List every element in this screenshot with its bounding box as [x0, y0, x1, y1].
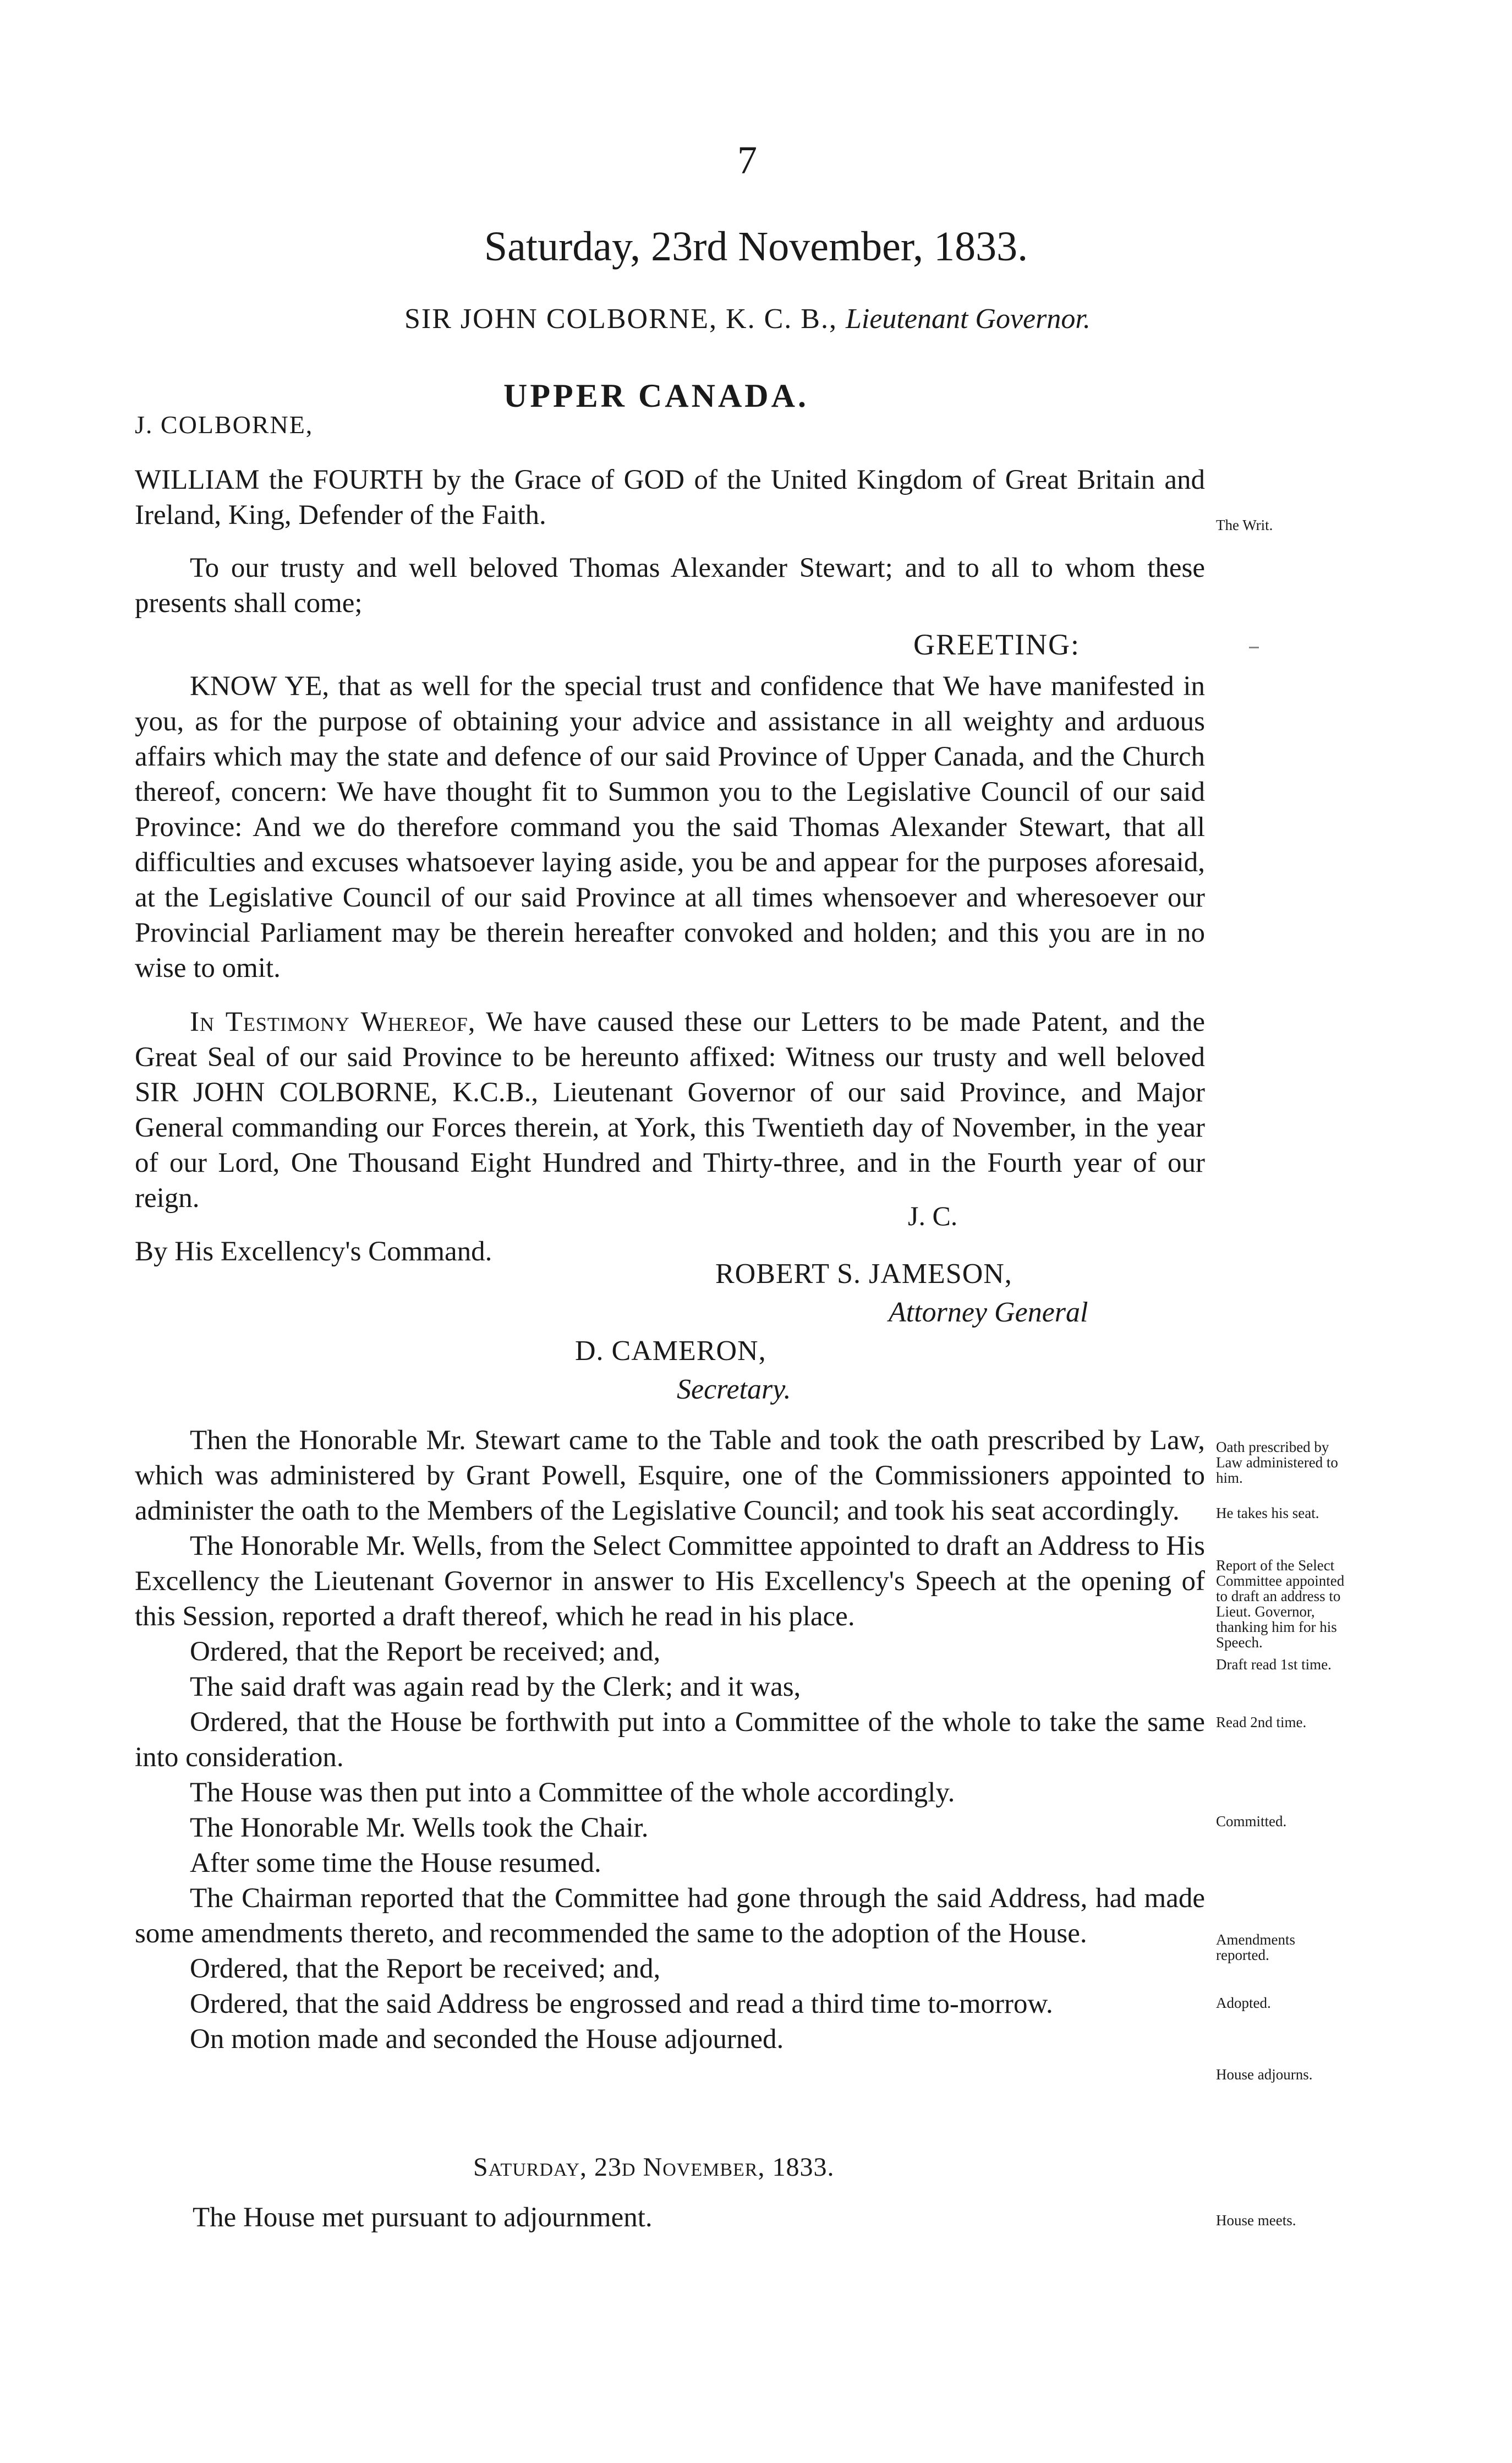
margin-note-report: Report of the Select Committee appointed to draft an address to Lieut. Governor, thanking him for his Speech.	[1216, 1557, 1345, 1651]
by-command: By His Excellency's Command.	[135, 1236, 492, 1267]
proceeding-item: Then the Honorable Mr. Stewart came to the Table and took the oath prescribed by Law, which was administered by Grant Powell, Esquire, one of the Commissioners appointed to administer the oath to the Members of the Legislative Council; and took his seat accordingly.	[135, 1425, 1205, 1526]
house-met-text: The House met pursuant to adjournment.	[193, 2202, 653, 2233]
proceeding-item: The said draft was again read by the Clerk; and it was,	[190, 1672, 801, 1702]
margin-note-adopted: Adopted.	[1216, 1995, 1271, 2011]
proceedings	[135, 1423, 1205, 2057]
margin-note-seat: He takes his seat.	[1216, 1505, 1319, 1521]
proceeding-item: The House was then put into a Committee of the whole accordingly.	[190, 1777, 955, 1808]
page-number: 7	[737, 138, 757, 182]
governor-name: SIR JOHN COLBORNE, K. C. B.,	[404, 303, 846, 335]
writ-text: WILLIAM the FOURTH by the Grace of GOD of the United Kingdom of Great Britain and Ireland, King, Defender of the Faith.	[135, 465, 1205, 531]
proceeding-item: The Honorable Mr. Wells, from the Select Committee appointed to draft an Address to His Excellency the Lieutenant Governor in answer to His Excellency's Speech at the opening of this Session, reported a draft thereof, which he read in his place.	[135, 1531, 1205, 1632]
address-text: To our trusty and well beloved Thomas Alexander Stewart; and to all to whom these presents shall come;	[135, 553, 1205, 619]
know-ye-text: KNOW YE, that as well for the special trust and confidence that We have manifested in you, as for the purpose of obtaining your advice and assistance in all weighty and arduous affairs which may the state and defence of our said Province of Upper Canada, and the Church thereof, concern: We have thought fit to Summon you to the Legislative Council of our said Province: And we do therefore command you the said Thomas Alexander Stewart, that all difficulties and excuses whatsoever laying aside, you be and appear for the purposes aforesaid, at the Legislative Council of our said Province at all times whensoever and wheresoever our Provincial Parliament may be therein hereafter convoked and holden; and this you are in no wise to omit.	[135, 671, 1205, 984]
know-ye-paragraph	[135, 669, 1205, 986]
proceeding-item: The Honorable Mr. Wells took the Chair.	[190, 1812, 649, 1843]
margin-note-draft-first: Draft read 1st time.	[1216, 1656, 1332, 1673]
margin-note-read-second: Read 2nd time.	[1216, 1714, 1307, 1730]
proceeding-item: Ordered, that the Report be received; and,	[190, 1636, 661, 1667]
proceeding-item: Ordered, that the said Address be engrossed and read a third time to-morrow.	[190, 1989, 1053, 2019]
attorney-title: Attorney General	[889, 1297, 1088, 1328]
governor-line	[404, 303, 1091, 335]
margin-note-meets: House meets.	[1216, 2212, 1296, 2229]
initials: J. C.	[908, 1200, 958, 1231]
margin-note-amendments: Amendments reported.	[1216, 1931, 1295, 1963]
margin-note-adjourns: House adjourns.	[1216, 2066, 1313, 2083]
margin-note-writ: The Writ.	[1216, 517, 1273, 533]
testimony-paragraph	[135, 1004, 1205, 1216]
province-heading: UPPER CANADA.	[503, 378, 809, 414]
proceeding-item: Ordered, that the Report be received; and,	[190, 1953, 661, 1984]
testimony-lead: In Testimony Whereof,	[190, 1007, 476, 1037]
proceeding-item: After some time the House resumed.	[190, 1848, 601, 1878]
proceeding-item: Ordered, that the House be forthwith put into a Committee of the whole to take the same into consideration.	[135, 1707, 1205, 1773]
address-paragraph	[135, 550, 1205, 621]
attorney-name: ROBERT S. JAMESON,	[715, 1258, 1012, 1290]
greeting: GREETING:	[913, 628, 1080, 661]
secretary-title: Secretary.	[677, 1374, 791, 1405]
margin-mark	[1249, 647, 1259, 648]
proceeding-item: The Chairman reported that the Committee had gone through the said Address, had made some amendments thereto, and recommended the same to the adoption of the House.	[135, 1883, 1205, 1949]
margin-note-oath: Oath prescribed by Law administered to him.	[1216, 1439, 1338, 1486]
testimony-text: We have caused these our Letters to be made Patent, and the Great Seal of our said Province to be hereunto affixed: Witness our trusty and well beloved SIR JOHN COLBORNE, K.C.B., Lieutenant Governor of our said Province, and Major General commanding our Forces therein, at York, this Twentieth day of November, in the year of our Lord, One Thousand Eight Hundred and Thirty-three, and in the Fourth year of our reign.	[135, 1007, 1206, 1214]
second-date-heading: Saturday, 23d November, 1833.	[473, 2153, 835, 2182]
secretary-name: D. CAMERON,	[575, 1335, 766, 1367]
proceeding-item: On motion made and seconded the House adjourned.	[190, 2024, 784, 2055]
signature-top: J. COLBORNE,	[135, 411, 314, 439]
writ-paragraph	[135, 462, 1205, 533]
margin-note-committed: Committed.	[1216, 1813, 1287, 1829]
governor-title: Lieutenant Governor.	[845, 303, 1091, 335]
date-heading: Saturday, 23rd November, 1833.	[484, 223, 1028, 270]
